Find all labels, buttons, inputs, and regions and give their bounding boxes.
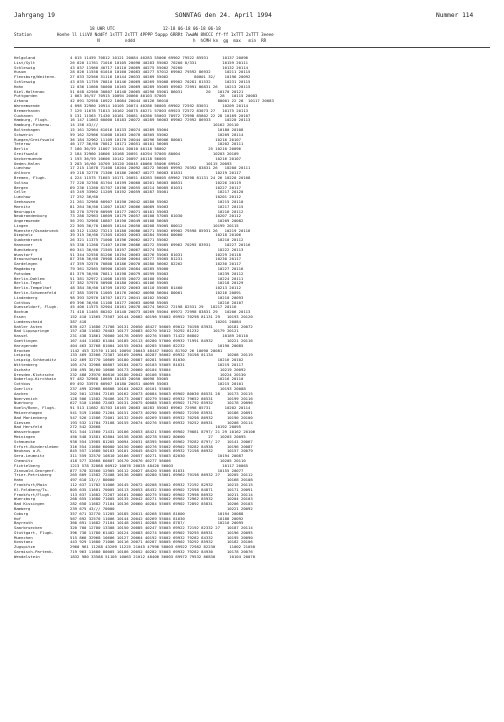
station-observation: 97 482 32968 10609 10183 20050 40098 55005 10216 20110 — [70, 377, 244, 382]
station-observation: 719 963 11680 80005 10106 20052 40282 55003 69932 79282 84930 10178 20076 — [70, 550, 253, 555]
station-name: Ueckermuende — [14, 156, 43, 161]
station-name: Marnitz — [14, 204, 31, 209]
station-observation: 47 385 33970 11005 10176 20062 40098 56004 80001 10216 20091 — [70, 291, 241, 296]
station-name: Hannover — [14, 243, 33, 248]
station-name: Bremen, Flugh. — [14, 175, 47, 180]
station-observation: 839 427 11686 71708 10131 20050 48427 56005 69012 70198 83931 10181 20072 — [70, 324, 253, 329]
station-observation: 51 344 32558 81206 10194 20063 40276 55003 81031 10229 20118 — [70, 252, 241, 257]
station-observation: 21 261 32968 60907 10190 20042 40280 55002 10215 20110 — [70, 199, 244, 204]
station-name: Schmuecke — [14, 439, 36, 444]
station-name: List/Sylt — [14, 60, 36, 65]
station-name: Oschatz — [14, 367, 31, 372]
station-name: Neubrandenburg — [14, 214, 47, 219]
station-name: Frankfurt/Main — [14, 482, 47, 487]
station-observation: 232 488 23970 60810 10180 20042 40106 55004 10224 20130 — [70, 372, 246, 377]
station-observation: 37 382 37970 50908 10180 20061 40106 55005 10218 20129 — [70, 281, 244, 286]
column-header-line-3: N nddd h hCMH kn gg max min RR — [14, 38, 267, 43]
station-name: Erfurt-Bindersleben — [14, 444, 59, 449]
station-observation: 17 215 11678 71408 10204 20092 40272 56005 69992 70392 83831 26 10200 20111 — [70, 166, 251, 171]
station-observation: 541 519 11680 71204 10151 20073 40290 56005 69902 72190 85931 10186 20091 — [70, 410, 253, 415]
station-observation: 56 291 32968 10807 10190 20049 40108 56005 10209 20082 — [70, 219, 244, 224]
station-name: Greifswald — [14, 151, 38, 156]
station-observation: 157 430 11682 70403 10177 20083 40270 56012 70292 81232 10179 20121 — [70, 329, 239, 334]
station-name: Gera-Leumnitz — [14, 454, 45, 459]
station-observation: 7 180 36/59 11007 10144 20010 40118 58002 25 10210 20096 — [70, 147, 241, 152]
station-name: Hahn — [14, 478, 24, 483]
station-observation: 938 554 13985 81205 10094 20031 48395 56005 69962 79282 8797/ 27 10141 20067 — [70, 439, 253, 444]
station-observation: 38 270 37970 60909 10177 20071 40101 55003 10216 20112 — [70, 209, 244, 214]
station-name: Gardelegen — [14, 262, 38, 267]
station-name: Bremerhaven — [14, 108, 40, 113]
station-row — [14, 555, 490, 560]
station-name: Berlin — [14, 147, 29, 152]
station-observation: 98 393 32970 10707 10171 20041 40102 55002 10210 20093 — [70, 295, 244, 300]
station-name: Essen — [14, 315, 26, 320]
station-observation: 167 444 11682 61404 10185 20113 40280 57000 69932 71991 84932 10221 20116 — [70, 339, 253, 344]
station-observation: 547 526 11586 72001 10132 20049 40269 55005 69932 70298 86932 10190 20100 — [70, 415, 253, 420]
station-name: Luedenscheid — [14, 319, 43, 324]
station-observation: 113 637 11682 72207 10161 20080 40275 55002 69902 72998 86932 10211 20114 — [70, 492, 253, 497]
station-name: Helgoland — [14, 56, 36, 60]
station-name: Potsdam — [14, 271, 31, 276]
station-name: Wuerzburg — [14, 497, 36, 502]
station-name: Kassel — [14, 334, 29, 339]
station-name: Meinerzhagen — [14, 410, 43, 415]
station-observation: 43 037 11960 40717 10110 20069 40275 55002 70200 10132 20114 — [70, 65, 249, 70]
station-name: Bad Hersfeld — [14, 425, 43, 430]
station-observation: 73 280 32963 10609 10179 20057 40108 57005 81030 10207 20112 — [70, 214, 241, 219]
station-observation: 1832 980 33588 51105 10063 21012 48406 56003 69972 79532 86830 10104 20070 — [70, 554, 256, 559]
station-observation: 69 396 36/60 11108 10177 20063 40098 55005 10216 20107 — [70, 300, 244, 305]
station-observation: 4 224 11575 71603 10171 20051 40283 56005 69962 70298 81131 24 26 10220 20108 — [70, 175, 251, 180]
station-name: Celle — [14, 190, 26, 195]
station-name: Muenchen — [14, 535, 33, 540]
station-name: Zinnwald-Georgenf. — [14, 468, 57, 473]
station-name: Nuerburg — [14, 401, 33, 406]
station-table — [14, 56, 490, 560]
station-observation: 12 036 11660 50000 10165 20069 40289 55005 69902 72991 86831 26 10213 20115 — [70, 84, 251, 89]
station-observation: 805 635 11681 70005 10113 20053 48432 55000 69902 72598 84871 10171 20091 — [70, 487, 253, 492]
station-observation: 43 035 11759 70810 10146 20069 40269 55008 69902 70281 81532 10231 20115 — [70, 79, 251, 84]
station-name: Soltau — [14, 180, 29, 185]
station-observation: 1 193 36/59 10606 10142 20097 40118 56005 10216 20107 — [70, 156, 241, 161]
station-name: Quakenbrueck — [14, 238, 43, 243]
station-name: Koeln/Bonn, Flugh. — [14, 406, 57, 411]
station-observation: 22 305 36/70 10605 10144 20050 40208 55005 80012 10199 20115 — [70, 223, 239, 228]
station-observation: 450 548 31581 62804 10158 20038 40278 55002 80600 27 10203 20095 — [70, 434, 246, 439]
station-name: Meiningen — [14, 434, 36, 439]
station-observation: 87 350 36/68 70908 10200 20064 40277 55005 81231 10230 20117 — [70, 257, 241, 262]
station-name: Puttgarden — [14, 94, 38, 99]
station-observation: 77 228 32768 81704 10199 20060 40201 56003 80831 10226 20119 — [70, 180, 241, 185]
station-name: Duesseldorf, Flugh. — [14, 305, 59, 310]
station-observation: 51 048 42560 30807 10148 20065 40290 55001 86031 20 10170 20121 — [70, 89, 244, 94]
station-name: Kiel-Holtenau — [14, 89, 45, 94]
station-name: Hof — [14, 516, 22, 521]
station-observation: 4 098 32960 10914 10105 20074 40286 56005 69902 72592 83031 10209 20114 — [70, 103, 249, 108]
station-observation: 26 020 11761 71016 10105 20090 40283 55002 70200 8/331 10159 20111 — [70, 60, 249, 65]
station-name: Aachen — [14, 391, 29, 396]
station-observation: 59 162 32966 51008 10163 20070 40305 55002 10209 20114 — [70, 132, 244, 137]
station-name: Luechow — [14, 195, 31, 200]
station-name: Warnemuende — [14, 103, 40, 108]
station-name: Wittenberg — [14, 363, 38, 367]
station-name: Berlin-Dahlem — [14, 276, 45, 281]
station-observation: 79 361 32565 50900 10205 20084 40285 55000 10227 20116 — [70, 267, 244, 272]
station-name: Schwerin — [14, 132, 33, 137]
station-name: Goerlitz — [14, 386, 33, 391]
column-header-line-2: Station Hoehe ll iiiVV NddFf 1sTTT 2sTTT 4PPPP 5appp 6RRRt 7wwWW 8NCCC ff-ff 1xTTT 2xTTT 3eeee — [14, 32, 274, 37]
station-name: Bochum — [14, 310, 29, 315]
station-name: Goettingen — [14, 339, 38, 344]
station-name: Giessen — [14, 420, 31, 425]
station-observation: 142 469 32770 10609 10180 20087 40281 56005 81030 10216 20102 — [70, 358, 244, 363]
station-observation: 39 315 36/60 71305 10203 20063 40284 55004 80000 10218 20106 — [70, 233, 241, 238]
station-name: Angermuende — [14, 219, 40, 224]
station-name: Cottbus — [14, 382, 31, 387]
station-observation: 282 658 11682 71104 10136 20060 40284 55005 69902 72892 85831 10206 20103 — [70, 502, 253, 507]
station-observation: 112 637 11782 51006 10145 20072 40208 55002 69932 72192 82932 10215 20115 — [70, 482, 253, 487]
station-name: Coburg — [14, 511, 29, 516]
station-name: Dresden-Klotzsche — [14, 372, 54, 377]
station-name: Bergen — [14, 185, 29, 190]
station-observation: 69 492 33970 60907 10180 20051 40099 55003 10215 20101 — [70, 382, 244, 387]
header-divider — [14, 47, 490, 48]
station-name: Konstanz — [14, 540, 33, 545]
station-observation: 46 177 36/60 70812 10171 20051 40101 56005 10202 20111 — [70, 142, 244, 147]
station-observation: 55 338 11268 71407 10196 20086 40272 55005 69962 70295 83931 10227 20116 — [70, 243, 251, 248]
station-name: Schleswig — [14, 65, 36, 70]
station-name: Flensburg/Weiterm. — [14, 75, 57, 80]
station-name: Bad Kissingen — [14, 502, 45, 507]
station-observation: 497 610 13/// 80000 10168 20108 — [70, 478, 253, 483]
station-observation: 202 501 12584 72105 10162 20073 40084 56003 69902 80030 86531 28 10173 20115 — [70, 391, 253, 396]
station-name: Kl.Feldberg/Ts. — [14, 487, 50, 492]
station-name: Bueckeburg — [14, 247, 38, 252]
station-observation: 15 161 32964 61016 10133 20074 40289 55004 10180 20108 — [70, 127, 244, 132]
station-observation: 81 264 36/60 11007 10187 20066 40089 55003 10217 20115 — [70, 204, 244, 209]
station-observation: 231 438 31861 70000 10178 20059 40276 55005 71422 86802 10189 20110 — [70, 334, 249, 339]
station-observation: 1213 578 32868 00912 10076 20035 48420 56003 10117 20065 — [70, 463, 249, 468]
station-observation: 921 544 11560 71431 10106 20053 48421 55006 69902 79081 8797/ 21 29 10162 20106 — [70, 430, 256, 435]
station-name: Garmisch-Partenk. — [14, 550, 54, 555]
station-observation: 14 158 43/// 10162 20110 — [70, 123, 239, 128]
station-name: Hamburg-Finkenw. — [14, 123, 52, 128]
station-observation: 27 033 32560 51116 10144 20033 40289 55002 80001 32/ 10196 20092 — [70, 75, 251, 80]
station-name: Wunstorf — [14, 252, 33, 257]
station-name: Muenster/Osnabrueck — [14, 228, 59, 233]
station-name: Bad Lippspringe — [14, 329, 50, 334]
station-observation: 567 692 32570 11006 10144 20042 40269 55004 81030 10188 20092 — [70, 516, 244, 521]
station-name: Husum — [14, 70, 26, 75]
station-name: Lingen — [14, 223, 29, 228]
station-name: Luechow — [14, 166, 31, 171]
station-name: Boltenhagen — [14, 127, 40, 132]
station-observation: 49 218 32770 71306 10186 20067 40277 56003 81831 10219 20117 — [70, 171, 241, 176]
station-observation: 515 866 32968 10606 10127 20064 40192 55002 69932 79282 84332 10195 20090 — [70, 535, 253, 540]
station-name: Diepholz — [14, 233, 33, 238]
station-observation: 28 026 11558 61010 10160 20083 40277 57012 69902 79592 86932 10211 20115 — [70, 70, 251, 75]
station-observation: 877 578 32560 12905 10112 20027 48420 55006 81031 10155 20077 — [70, 468, 244, 473]
station-name: Lindenberg — [14, 295, 38, 300]
station-observation: 48 312 11282 73213 10180 20086 40271 55002 69902 79598 85931 26 10219 20116 — [70, 228, 251, 233]
station-name: Cottbus — [14, 300, 31, 305]
station-observation: 152 410 11565 73507 10144 20082 40196 55002 69952 70298 81131 29 10193 20120 — [70, 315, 253, 320]
station-observation: 627 510 11680 72403 10131 20075 40088 55003 69902 71792 85932 10178 20096 — [70, 401, 253, 406]
station-observation: 268 655 11680 71005 10135 20042 40271 56002 69902 72962 85932 10204 20103 — [70, 497, 253, 502]
station-name: Wasserkuppe — [14, 430, 40, 435]
station-name: Schleswig — [14, 79, 36, 84]
station-name: Cuxhaven — [14, 113, 33, 118]
station-observation: 81 379 36/60 70811 10198 20079 40299 55003 10239 20112 — [70, 271, 244, 276]
report-date: SONNTAG den 24. April 1994 — [175, 12, 272, 19]
station-name: Bayreuth — [14, 521, 33, 526]
station-name: Wendelstein — [14, 554, 40, 559]
station-observation: 5 131 11563 71430 10161 20081 40280 55003 70972 72998 85802 22 28 10169 20107 — [70, 113, 251, 118]
station-observation: 1 063 36/57 70915 10094 20060 40103 57005 28 10115 20083 — [70, 94, 258, 99]
station-name: Berlin-Tegel — [14, 281, 43, 286]
station-name: Fichtelberg — [14, 463, 40, 468]
station-observation: 265 609 11582 72408 10136 20085 40280 53001 69962 79198 86932 27 10205 20112 — [70, 473, 253, 478]
station-observation: 311 559 32570 10810 10166 20057 40271 55003 82030 10194 20087 — [70, 454, 244, 459]
station-name: Arkona — [14, 99, 29, 104]
station-name: Kahler Asten — [14, 324, 43, 329]
station-name: Berlin-Schoenefeld — [14, 291, 57, 296]
station-name: Stuttgart, Flugh. — [14, 530, 54, 535]
station-observation: 239 675 43/// 70000 10221 20092 — [70, 506, 253, 511]
station-name: Ruegen/Greifswald — [14, 137, 54, 142]
station-observation: 443 929 11680 71006 10116 20071 40287 56005 69902 70292 85932 10182 20106 — [70, 540, 253, 545]
station-observation: 69 236 11260 81707 10196 20055 40214 56005 81031 10227 20117 — [70, 185, 241, 190]
station-observation: 26 321 11375 71008 10196 20062 40271 55002 10210 20112 — [70, 238, 244, 243]
station-name: Doberlug-Kirchhain — [14, 377, 57, 382]
station-observation: 357 671 32770 11205 10185 20011 40268 55008 81600 10194 20088 — [70, 511, 244, 516]
station-observation: 360 691 11682 71104 10148 20051 40288 55004 8787/ 10210 20095 — [70, 521, 244, 526]
station-name: Leipzig — [14, 353, 31, 358]
station-observation: 237 499 32968 60808 10164 20023 40101 55005 10193 20088 — [70, 386, 246, 391]
station-observation: 51 381 32972 11008 10195 20072 40100 55004 10224 20111 — [70, 276, 244, 281]
station-name: Noervenich — [14, 396, 38, 401]
station-name: Ahlhorn — [14, 171, 31, 176]
station-name: Bad Marienberg — [14, 415, 47, 420]
station-observation: 272 542 32668 10192 20095 — [70, 425, 241, 430]
station-observation: 91 513 11682 81703 10165 20083 40283 55003 69962 72998 85731 10202 20114 — [70, 406, 251, 411]
station-name: Bamberg — [14, 506, 31, 511]
station-observation: 1142 453 32570 11101 10094 20043 48447 56001 81702 26 10090 20081 — [70, 348, 223, 353]
station-name: Magdeburg — [14, 267, 36, 272]
station-observation: 316 554 11680 60000 10150 20060 40276 55002 69902 70282 84938 10196 20087 — [70, 444, 253, 449]
station-observation: 150 495 36/60 10606 10173 20060 40104 55004 10219 20092 — [70, 367, 246, 372]
station-observation: 396 738 11780 61402 10124 20083 40274 56005 69902 70295 86931 10196 20095 — [70, 530, 253, 535]
station-name: Frankfurt/Flugh. — [14, 492, 52, 497]
column-header-line-1: 18 UHR UTC 12-18 06-18 06-18 06-18 — [14, 26, 221, 31]
station-observation: 71 410 11465 80202 10140 20073 40269 55004 69972 72998 83831 29 10206 20113 — [70, 310, 251, 315]
station-observation: 45 249 33962 11209 10192 20059 40287 55001 10217 20120 — [70, 190, 244, 195]
station-observation: 3 203 16/60 10709 10120 20045 40060 55006 69942 10115 20093 — [70, 161, 232, 166]
station-observation: 128 506 11582 70406 10173 20087 40279 55002 69932 79652 86531 10199 20116 — [70, 396, 253, 401]
station-name: Teterow — [14, 142, 31, 147]
station-observation: 47 359 32570 70808 10186 20070 40280 56002 82202 10230 20117 — [70, 262, 241, 267]
station-name: Berlin-Tempelhof — [14, 286, 52, 291]
station-name: Harzgerode — [14, 343, 38, 348]
station-observation: 387 418 10201 20084 — [70, 319, 241, 324]
station-observation: 418 577 32668 60807 10170 20076 40277 56006 10205 20110 — [70, 458, 246, 463]
station-name: Oeden-Halen — [14, 161, 40, 166]
station-name: Neuhaus a.R. — [14, 449, 43, 454]
station-name: Saarbruecken — [14, 526, 43, 531]
station-name: Seehausen — [14, 199, 36, 204]
station-name: Hohn — [14, 84, 24, 89]
station-name: Leipzig-Schkeuditz — [14, 358, 57, 363]
station-observation: 2 184 32960 10606 10168 20091 40294 57005 80004 10203 20109 — [70, 151, 239, 156]
station-observation: 320 700 12780 13308 10150 20085 40247 55003 69922 72192 82332 27 10187 20114 — [70, 526, 253, 531]
station-observation: 42 091 32958 10922 10084 20044 40126 56010 80001 22 28 10117 20083 — [70, 99, 274, 104]
station-observation: 2960 961 11288 43209 11225 21045 47996 58003 69922 72982 82230 11002 21050 — [70, 545, 256, 550]
station-name: Brocken — [14, 348, 31, 353]
station-observation: 105 474 32968 60807 10184 20072 40103 55005 81031 10219 20117 — [70, 363, 244, 367]
station-name: Trier-Petrisberg — [14, 473, 52, 478]
station-observation: 48 384 36/60 10709 10192 20063 40110 55005 81400 10213 20112 — [70, 286, 241, 291]
station-observation: 36 184 32962 11109 10170 20044 40296 56006 80001 10216 20107 — [70, 137, 241, 142]
station-observation: 7 129 11678 71813 10162 20075 40271 57003 69923 72572 83073 27 10175 20113 — [70, 108, 249, 113]
station-observation: 133 469 32566 72307 10169 20094 40287 56002 69932 70198 81134 10208 20119 — [70, 353, 253, 358]
station-observation: 4 015 11459 70812 10121 20084 40283 55006 69902 79522 85931 10137 20096 — [70, 56, 249, 60]
station-name: Neuruppin — [14, 209, 36, 214]
station-observation: 45 400 11575 52904 10161 20078 40274 56012 72198 82531 29 10217 20116 — [70, 305, 237, 310]
station-name: Braunschweig — [14, 257, 43, 262]
station-observation: 17 252 36/60 10201 20112 — [70, 195, 241, 200]
station-observation: 404 463 32768 81004 10155 20034 40285 55006 82232 10190 20085 — [70, 343, 244, 348]
station-observation: 60 341 36/60 71505 10197 20067 40274 55004 10222 20113 — [70, 247, 244, 252]
station-observation: 16 147 11663 60000 10183 20072 40289 56003 69902 72992 86933 10220 20113 — [70, 118, 251, 123]
issue-number: Nummer 114 — [436, 12, 474, 19]
station-name: Hamburg, Flugh. — [14, 118, 50, 123]
station-name: Chemnitz — [14, 458, 33, 463]
station-observation: 845 557 11680 50103 10101 20045 48425 56005 69932 72198 86932 10157 20079 — [70, 449, 253, 454]
yearbook-label: Jahrgang 19 — [14, 12, 55, 19]
station-name: Zugspitze — [14, 545, 36, 550]
station-observation: 193 532 11784 73108 10155 20074 40276 55003 69932 70252 86931 10208 20114 — [70, 420, 253, 425]
